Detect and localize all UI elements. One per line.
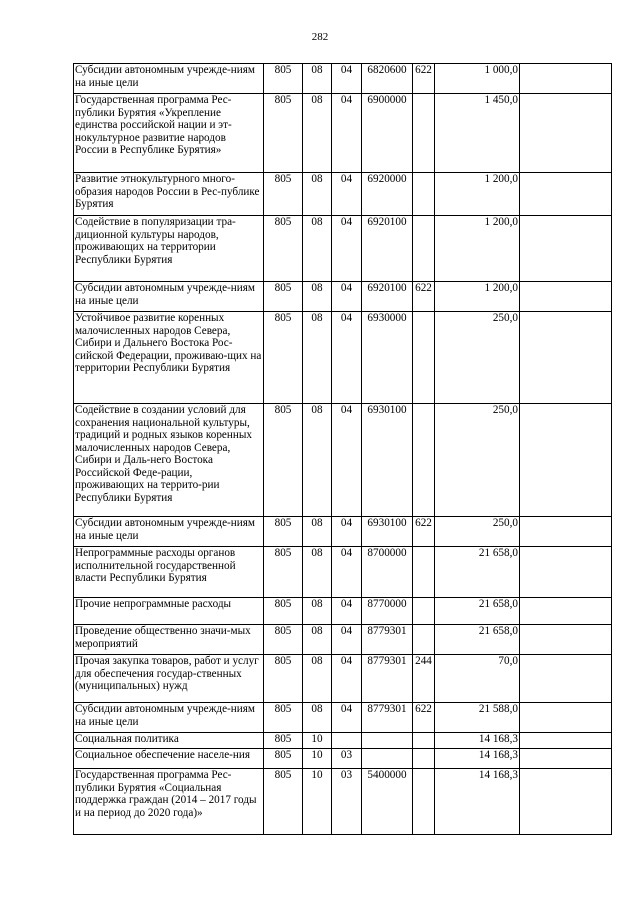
empty-cell: [520, 94, 612, 173]
grbs-cell: 805: [264, 733, 303, 749]
grbs-cell: 805: [264, 173, 303, 216]
table-row: [74, 64, 612, 94]
empty-cell: [520, 598, 612, 625]
expense-type-cell: [413, 749, 435, 769]
section-cell: 08: [303, 703, 332, 733]
table-row: [74, 216, 612, 282]
row-name-cell: Социальная политика: [74, 733, 264, 749]
page-number: 282: [311, 31, 329, 43]
grbs-cell: 805: [264, 547, 303, 598]
row-name-cell: Государственная программа Рес-публики Бурятия «Укрепление единства российской нации и эт-нокультурное развитие народов России в Республике Бурятия»: [74, 94, 264, 173]
subsection-cell: 04: [332, 404, 362, 517]
amount-cell: 1 450,0: [435, 94, 520, 173]
subsection-cell: 04: [332, 703, 362, 733]
section-cell: 08: [303, 625, 332, 655]
grbs-cell: 805: [264, 625, 303, 655]
expense-type-cell: 622: [413, 282, 435, 312]
target-article-cell: 6930100: [362, 517, 413, 547]
section-cell: 08: [303, 94, 332, 173]
subsection-cell: 04: [332, 655, 362, 703]
table-row: [74, 749, 612, 769]
expense-type-cell: [413, 404, 435, 517]
target-article-cell: 6900000: [362, 94, 413, 173]
table-row: [74, 312, 612, 404]
amount-cell: 250,0: [435, 517, 520, 547]
amount-cell: 21 588,0: [435, 703, 520, 733]
table-row: [74, 517, 612, 547]
subsection-cell: 04: [332, 282, 362, 312]
empty-cell: [520, 655, 612, 703]
section-cell: 08: [303, 64, 332, 94]
table-row: [74, 655, 612, 703]
section-cell: 10: [303, 749, 332, 769]
grbs-cell: 805: [264, 282, 303, 312]
table-row: [74, 769, 612, 835]
grbs-cell: 805: [264, 655, 303, 703]
row-name-cell: Проведение общественно значи-мых мероприятий: [74, 625, 264, 655]
target-article-cell: 6920000: [362, 173, 413, 216]
subsection-cell: 04: [332, 312, 362, 404]
expense-type-cell: [413, 769, 435, 835]
expense-type-cell: [413, 94, 435, 173]
subsection-cell: 03: [332, 749, 362, 769]
subsection-cell: 04: [332, 517, 362, 547]
amount-cell: 250,0: [435, 312, 520, 404]
amount-cell: 1 200,0: [435, 216, 520, 282]
grbs-cell: 805: [264, 769, 303, 835]
grbs-cell: 805: [264, 749, 303, 769]
expense-type-cell: 622: [413, 703, 435, 733]
section-cell: 08: [303, 282, 332, 312]
section-cell: 08: [303, 655, 332, 703]
row-name-cell: Развитие этнокультурного много-образия народов России в Рес-публике Бурятия: [74, 173, 264, 216]
section-cell: 08: [303, 547, 332, 598]
grbs-cell: 805: [264, 94, 303, 173]
subsection-cell: 04: [332, 94, 362, 173]
target-article-cell: 8779301: [362, 703, 413, 733]
empty-cell: [520, 173, 612, 216]
section-cell: 10: [303, 769, 332, 835]
grbs-cell: 805: [264, 703, 303, 733]
table-row: [74, 598, 612, 625]
empty-cell: [520, 625, 612, 655]
expense-type-cell: [413, 625, 435, 655]
table-row: [74, 282, 612, 312]
amount-cell: 70,0: [435, 655, 520, 703]
amount-cell: 1 000,0: [435, 64, 520, 94]
target-article-cell: 6930000: [362, 312, 413, 404]
amount-cell: 14 168,3: [435, 733, 520, 749]
target-article-cell: 6930100: [362, 404, 413, 517]
row-name-cell: Государственная программа Рес-публики Бурятия «Социальная поддержка граждан (2014 – 2017 годы и на период до 2020 года)»: [74, 769, 264, 835]
grbs-cell: 805: [264, 312, 303, 404]
table-row: [74, 94, 612, 173]
subsection-cell: 04: [332, 598, 362, 625]
amount-cell: 1 200,0: [435, 282, 520, 312]
empty-cell: [520, 733, 612, 749]
expense-type-cell: 622: [413, 64, 435, 94]
grbs-cell: 805: [264, 598, 303, 625]
empty-cell: [520, 312, 612, 404]
section-cell: 08: [303, 404, 332, 517]
section-cell: 10: [303, 733, 332, 749]
target-article-cell: 8770000: [362, 598, 413, 625]
empty-cell: [520, 547, 612, 598]
empty-cell: [520, 64, 612, 94]
target-article-cell: 8700000: [362, 547, 413, 598]
row-name-cell: Прочие непрограммные расходы: [74, 598, 264, 625]
target-article-cell: 5400000: [362, 769, 413, 835]
empty-cell: [520, 404, 612, 517]
row-name-cell: Субсидии автономным учрежде-ниям на иные цели: [74, 282, 264, 312]
target-article-cell: 6820600: [362, 64, 413, 94]
grbs-cell: 805: [264, 404, 303, 517]
amount-cell: 1 200,0: [435, 173, 520, 216]
row-name-cell: Субсидии автономным учрежде-ниям на иные цели: [74, 703, 264, 733]
row-name-cell: Содействие в создании условий для сохранения национальной культуры, традиций и родных языков коренных малочисленных народов Севера, Сибири и Даль-него Востока Российской Феде-рации, проживающих на террито-рии Республики Бурятия: [74, 404, 264, 517]
expense-type-cell: [413, 733, 435, 749]
expense-type-cell: [413, 598, 435, 625]
target-article-cell: 8779301: [362, 655, 413, 703]
grbs-cell: 805: [264, 216, 303, 282]
target-article-cell: 6920100: [362, 282, 413, 312]
row-name-cell: Прочая закупка товаров, работ и услуг для обеспечения государ-ственных (муниципальных) нужд: [74, 655, 264, 703]
subsection-cell: 03: [332, 769, 362, 835]
row-name-cell: Социальное обеспечение населе-ния: [74, 749, 264, 769]
empty-cell: [520, 703, 612, 733]
table-row: [74, 404, 612, 517]
row-name-cell: Устойчивое развитие коренных малочисленных народов Севера, Сибири и Дальнего Востока Рос-сийской Федерации, проживаю-щих на территории Республики Бурятия: [74, 312, 264, 404]
expense-type-cell: 244: [413, 655, 435, 703]
budget-table: [73, 63, 612, 835]
target-article-cell: [362, 733, 413, 749]
table-row: [74, 703, 612, 733]
row-name-cell: Содействие в популяризации тра-диционной культуры народов, проживающих на территории Республики Бурятия: [74, 216, 264, 282]
table-row: [74, 173, 612, 216]
budget-table-body: [74, 64, 612, 835]
row-name-cell: Субсидии автономным учрежде-ниям на иные цели: [74, 64, 264, 94]
subsection-cell: 04: [332, 625, 362, 655]
table-row: [74, 547, 612, 598]
table-row: [74, 733, 612, 749]
amount-cell: 14 168,3: [435, 749, 520, 769]
subsection-cell: [332, 733, 362, 749]
subsection-cell: 04: [332, 547, 362, 598]
section-cell: 08: [303, 312, 332, 404]
section-cell: 08: [303, 173, 332, 216]
empty-cell: [520, 517, 612, 547]
amount-cell: 250,0: [435, 404, 520, 517]
subsection-cell: 04: [332, 64, 362, 94]
target-article-cell: [362, 749, 413, 769]
section-cell: 08: [303, 517, 332, 547]
grbs-cell: 805: [264, 64, 303, 94]
empty-cell: [520, 749, 612, 769]
expense-type-cell: [413, 216, 435, 282]
empty-cell: [520, 769, 612, 835]
subsection-cell: 04: [332, 216, 362, 282]
empty-cell: [520, 282, 612, 312]
amount-cell: 21 658,0: [435, 547, 520, 598]
section-cell: 08: [303, 598, 332, 625]
empty-cell: [520, 216, 612, 282]
expense-type-cell: 622: [413, 517, 435, 547]
amount-cell: 21 658,0: [435, 625, 520, 655]
subsection-cell: 04: [332, 173, 362, 216]
table-row: [74, 625, 612, 655]
section-cell: 08: [303, 216, 332, 282]
amount-cell: 14 168,3: [435, 769, 520, 835]
expense-type-cell: [413, 547, 435, 598]
row-name-cell: Субсидии автономным учрежде-ниям на иные цели: [74, 517, 264, 547]
expense-type-cell: [413, 312, 435, 404]
row-name-cell: Непрограммные расходы органов исполнительной государственной власти Республики Бурятия: [74, 547, 264, 598]
expense-type-cell: [413, 173, 435, 216]
target-article-cell: 6920100: [362, 216, 413, 282]
target-article-cell: 8779301: [362, 625, 413, 655]
grbs-cell: 805: [264, 517, 303, 547]
amount-cell: 21 658,0: [435, 598, 520, 625]
